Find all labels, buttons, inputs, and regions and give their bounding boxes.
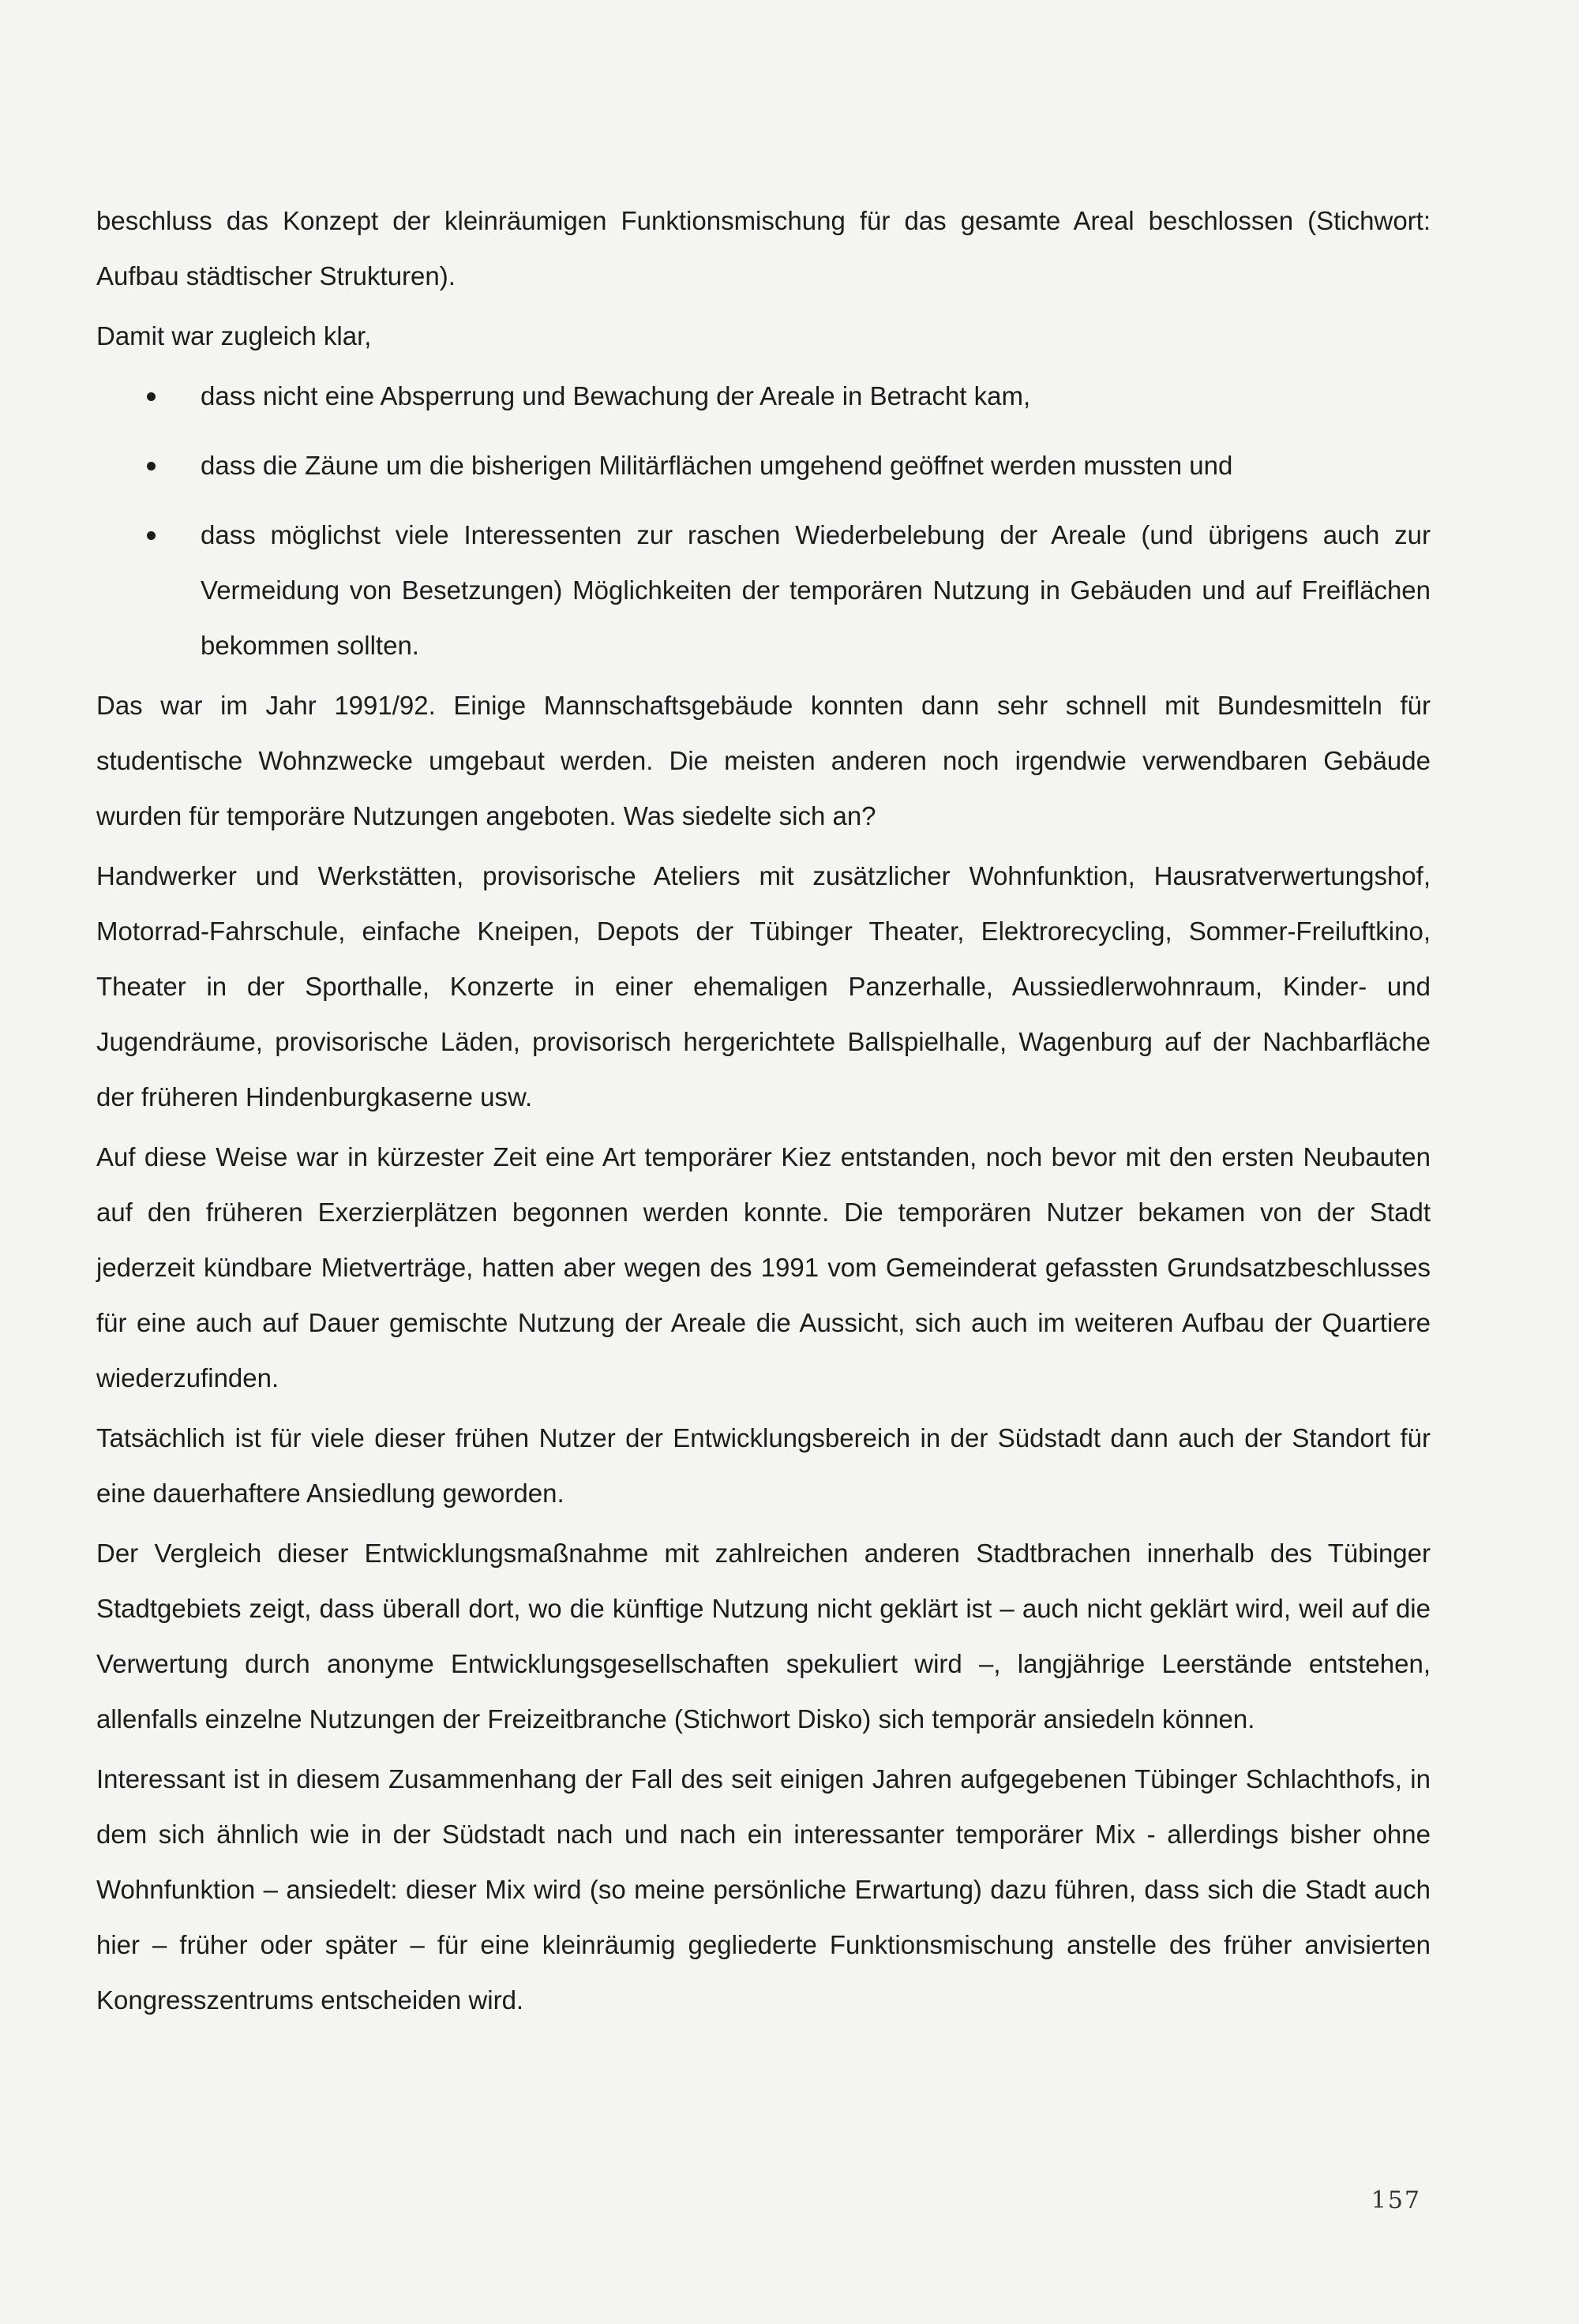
body-paragraph: Das war im Jahr 1991/92. Einige Mannschaftsgebäude konnten dann sehr schnell mit Bundesmitteln für studentische Wohnzwecke umgebaut werden. Die meisten anderen noch irgendwie verwendbaren Gebäude wurden für temporäre Nutzungen angeboten. Was siedelte sich an? <box>96 691 1431 830</box>
body-paragraph: Der Vergleich dieser Entwicklungsmaßnahme mit zahlreichen anderen Stadtbrachen innerhalb des Tübinger Stadtgebiets zeigt, dass überall dort, wo die künftige Nutzung nicht geklärt ist – auch nicht geklärt wird, weil auf die Verwertung durch anonyme Entwicklungsgesellschaften spekuliert wird –, langjährige Leerstände entstehen, allenfalls einzelne Nutzungen der Freizeitbranche (Stichwort Disko) sich temporär ansiedeln können. <box>96 1539 1431 1734</box>
body-text <box>96 193 1431 2033</box>
page-number: 157 <box>1371 2187 1421 2214</box>
bullet-icon <box>147 531 156 540</box>
body-paragraph: Tatsächlich ist für viele dieser frühen Nutzer der Entwicklungsbereich in der Südstadt dann auch der Standort für eine dauerhaftere Ansiedlung geworden. <box>96 1423 1431 1508</box>
bullet-item <box>201 438 1431 493</box>
body-paragraph: Interessant ist in diesem Zusammenhang der Fall des seit einigen Jahren aufgegebenen Tübinger Schlachthofs, in dem sich ähnlich wie in der Südstadt nach und nach ein interessanter temporärer Mix - allerdings bisher ohne Wohnfunktion – ansiedelt: dieser Mix wird (so meine persönliche Erwartung) dazu führen, dass sich die Stadt auch hier – früher oder später – für eine kleinräumig gegliederte Funktionsmischung anstelle des früher anvisierten Kongresszentrums entscheiden wird. <box>96 1764 1431 2015</box>
body-paragraph: Auf diese Weise war in kürzester Zeit eine Art temporärer Kiez entstanden, noch bevor mit den ersten Neubauten auf den früheren Exerzierplätzen begonnen werden konnte. Die temporären Nutzer bekamen von der Stadt jederzeit kündbare Mietverträge, hatten aber wegen des 1991 vom Gemeinderat gefassten Grundsatzbeschlusses für eine auch auf Dauer gemischte Nutzung der Areale die Aussicht, sich auch im weiteren Aufbau der Quartiere wiederzufinden. <box>96 1142 1431 1393</box>
intro-paragraph: beschluss das Konzept der kleinräumigen Funktionsmischung für das gesamte Areal beschlossen (Stichwort: Aufbau städtischer Strukturen). <box>96 206 1431 290</box>
bullet-icon <box>147 392 156 401</box>
body-paragraph: Handwerker und Werkstätten, provisorische Ateliers mit zusätzlicher Wohnfunktion, Hausratverwertungshof, Motorrad-Fahrschule, einfache Kneipen, Depots der Tübinger Theater, Elektrorecycling, Sommer-Freiluftkino, Theater in der Sporthalle, Konzerte in einer ehemaligen Panzerhalle, Aussiedlerwohnraum, Kinder- und Jugendräume, provisorische Läden, provisorisch hergerichtete Ballspielhalle, Wagenburg auf der Nachbarfläche der früheren Hindenburgkaserne usw. <box>96 861 1431 1111</box>
bullet-list <box>96 369 1431 673</box>
bullet-text: dass die Zäune um die bisherigen Militärflächen umgehend geöffnet werden mussten und <box>201 451 1233 480</box>
bullet-icon <box>147 462 156 470</box>
bullet-item <box>201 369 1431 424</box>
bullet-text: dass nicht eine Absperrung und Bewachung der Areale in Betracht kam, <box>201 381 1031 410</box>
bullet-text: dass möglichst viele Interessenten zur raschen Wiederbelebung der Areale (und übrigens auch zur Vermeidung von Besetzungen) Möglichkeiten der temporären Nutzung in Gebäuden und auf Freiflächen bekommen sollten. <box>201 520 1431 660</box>
bullet-item <box>201 508 1431 673</box>
lead-in-paragraph: Damit war zugleich klar, <box>96 321 372 350</box>
